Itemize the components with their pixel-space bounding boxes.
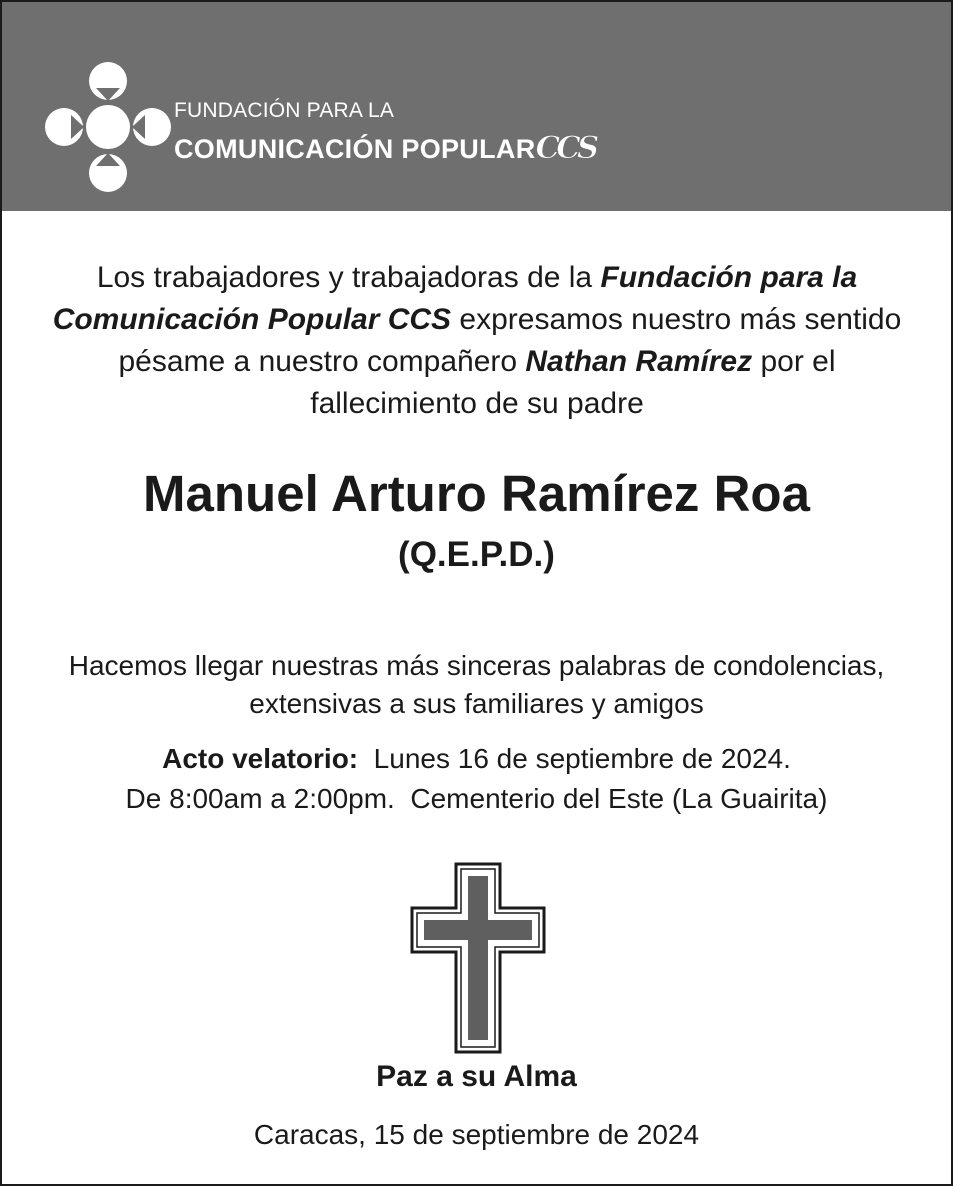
intro-colleague-name: Nathan Ramírez: [525, 345, 753, 378]
intro-text-3: por el fallecimiento de su padre: [310, 345, 836, 420]
organization-name-line1: FUNDACIÓN PARA LA: [174, 99, 395, 122]
organization-name-line2: [174, 130, 595, 166]
intro-text-2: expresamos nuestro más sentido pésame a nuestro compañero: [118, 303, 902, 378]
wake-line2: De 8:00am a 2:00pm. Cementerio del Este (La Guairita): [125, 783, 828, 814]
deceased-suffix: (Q.E.P.D.): [398, 535, 555, 574]
cross-icon: [410, 862, 546, 1054]
ccs-logo-mark: CCS: [535, 130, 596, 166]
condolences-line1: Hacemos llegar nuestras más sinceras palabras de condolencias,: [68, 650, 885, 681]
organization-name-text: COMUNICACIÓN POPULAR: [174, 134, 536, 164]
deceased-name: Manuel Arturo Ramírez Roa: [143, 465, 810, 522]
header-banner: [2, 2, 951, 211]
wake-line1: [2, 739, 951, 779]
condolences-line2: extensivas a sus familiares y amigos: [249, 688, 704, 719]
foundation-logo-icon: [42, 60, 172, 194]
wake-date: Lunes 16 de septiembre de 2024.: [358, 743, 791, 774]
wake-details: [2, 739, 951, 819]
condolences-paragraph: [2, 647, 951, 723]
place-date: Caracas, 15 de septiembre de 2024: [253, 1119, 700, 1150]
farewell-text: Paz a su Alma: [376, 1060, 577, 1093]
wake-label: Acto velatorio:: [162, 743, 359, 774]
intro-organization: Fundación para la Comunicación Popular CCS: [52, 261, 858, 336]
intro-text-1: Los trabajadores y trabajadoras de la: [96, 261, 601, 294]
intro-paragraph: [42, 257, 912, 425]
